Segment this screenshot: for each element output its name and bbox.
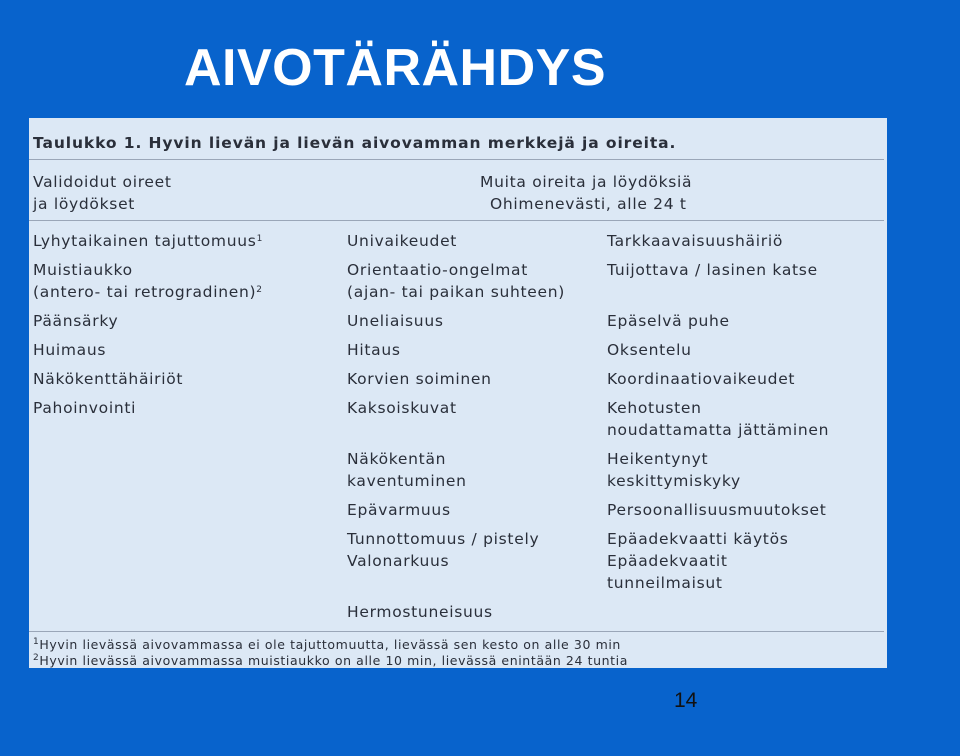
col2-item: kaventuminen [347,472,467,490]
col2-item: Näkökentän [347,450,447,468]
header-col2-line2: Ohimenevästi, alle 24 t [490,195,687,213]
col2-item: Korvien soiminen [347,370,492,388]
header-col2-line1: Muita oireita ja löydöksiä [480,173,693,191]
footnote-1: $^1$Hyvin lievässä aivovammassa ei ole tajuttomuutta, lievässä sen kesto on alle 30 min [33,637,621,652]
col3-item: keskittymiskyky [607,472,741,490]
col1-item: Lyhytaikainen tajuttomuus$^1$ [33,232,263,250]
col1-item: Näkökenttähäiriöt [33,370,184,388]
col3-item: tunneilmaisut [607,574,723,592]
col1-item: Pahoinvointi [33,399,137,417]
col3-item: Koordinaatiovaikeudet [607,370,796,388]
col3-item: Kehotusten [607,399,702,417]
col1-item: Päänsärky [33,312,119,330]
col3-item: Epäselvä puhe [607,312,730,330]
col1-item: Muistiaukko [33,261,133,279]
col3-item: Epäadekvaatit [607,552,728,570]
header-col1-line1: Validoidut oireet [33,173,172,191]
col2-item: Tunnottomuus / pistely [347,530,540,548]
table-rule-top [29,159,884,160]
footnote-2: $^2$Hyvin lievässä aivovammassa muistiaukko on alle 10 min, lievässä enintään 24 tuntia [33,653,628,668]
col2-item: Epävarmuus [347,501,451,519]
symptom-table [29,118,887,668]
col1-item: (antero- tai retrogradinen)$^2$ [33,283,263,301]
col3-item: Heikentynyt [607,450,709,468]
col2-item: Uneliaisuus [347,312,444,330]
page-number: 14 [674,689,698,712]
col3-item: Oksentelu [607,341,692,359]
col3-item: noudattamatta jättäminen [607,421,830,439]
col1-item: Huimaus [33,341,107,359]
header-col1-line2: ja löydökset [33,195,136,213]
col3-item: Tarkkaavaisuushäiriö [607,232,784,250]
slide-title: AIVOTÄRÄHDYS [184,39,607,97]
col2-item: Hitaus [347,341,401,359]
col3-item: Tuijottava / lasinen katse [607,261,818,279]
col2-item: Kaksoiskuvat [347,399,457,417]
col3-item: Persoonallisuusmuutokset [607,501,827,519]
table-caption: Taulukko 1. Hyvin lievän ja lievän aivovamman merkkejä ja oireita. [33,134,677,152]
col3-item: Epäadekvaatti käytös [607,530,789,548]
table-rule-footer [29,631,884,632]
table-rule-header [29,220,884,221]
col2-item: Univaikeudet [347,232,458,250]
col2-item: Valonarkuus [347,552,450,570]
col2-item: (ajan- tai paikan suhteen) [347,283,566,301]
col2-item: Hermostuneisuus [347,603,493,621]
col2-item: Orientaatio-ongelmat [347,261,529,279]
